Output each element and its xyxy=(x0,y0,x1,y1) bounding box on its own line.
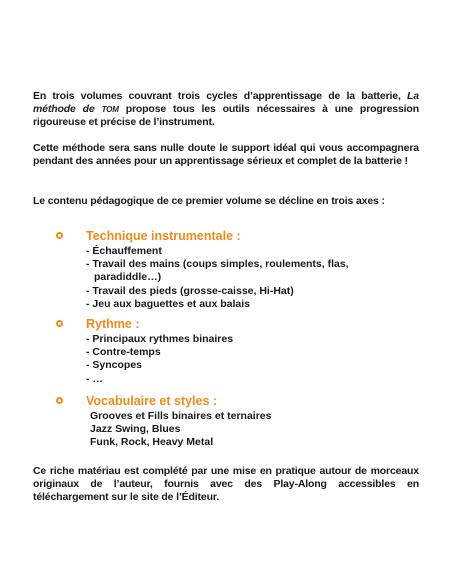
intro-text-start: En trois volumes couvrant trois cycles d’apprentissage de la batterie, xyxy=(33,90,401,102)
circle-bullet-icon xyxy=(56,397,63,404)
intro-paragraph xyxy=(33,90,419,129)
list-item: - Syncopes xyxy=(86,359,143,372)
section-items xyxy=(86,245,386,311)
section-heading: Technique instrumentale : xyxy=(86,229,241,243)
section-items xyxy=(90,410,390,450)
section-items xyxy=(86,333,386,386)
list-item: - Travail des mains (coups simples, roulements, flas, xyxy=(86,258,349,271)
list-item: Funk, Rock, Heavy Metal xyxy=(90,436,214,449)
list-item: Grooves et Fills binaires et ternaires xyxy=(90,410,272,422)
support-paragraph: Cette méthode sera sans nulle doute le support idéal qui vous accompagnera pendant des années pour un apprentissage sérieux et complet de la batterie ! xyxy=(33,142,419,167)
outro-paragraph: Ce riche matériau est complété par une mise en pratique autour de morceaux originaux de l’auteur, fournis avec des Play-Along accessibles en téléchargement sur le site de l’Éditeur. xyxy=(33,465,419,503)
section-heading: Vocabulaire et styles : xyxy=(86,394,218,408)
list-item: - Principaux rythmes binaires xyxy=(86,333,234,345)
list-item: - Contre-temps xyxy=(86,346,161,359)
section-heading: Rythme : xyxy=(86,317,140,331)
list-item: - … xyxy=(86,372,103,385)
circle-bullet-icon xyxy=(56,232,63,239)
list-item: paradiddle…) xyxy=(94,271,162,284)
list-item: - Jeu aux baguettes et aux balais xyxy=(86,297,250,310)
list-item: - Travail des pieds (grosse-caisse, Hi-Hat) xyxy=(86,284,294,297)
intro-text-end: propose tous les outils nécessaires à une progression rigoureuse et précise de l’instrument. xyxy=(33,103,419,128)
method-title-tom: TOM xyxy=(101,105,119,114)
content-paragraph: Le contenu pédagogique de ce premier volume se décline en trois axes : xyxy=(33,195,385,207)
method-title: La méthode de xyxy=(33,90,419,115)
circle-bullet-icon xyxy=(56,320,63,327)
list-item: - Échauffement xyxy=(86,245,162,257)
list-item: Jazz Swing, Blues xyxy=(90,423,181,436)
